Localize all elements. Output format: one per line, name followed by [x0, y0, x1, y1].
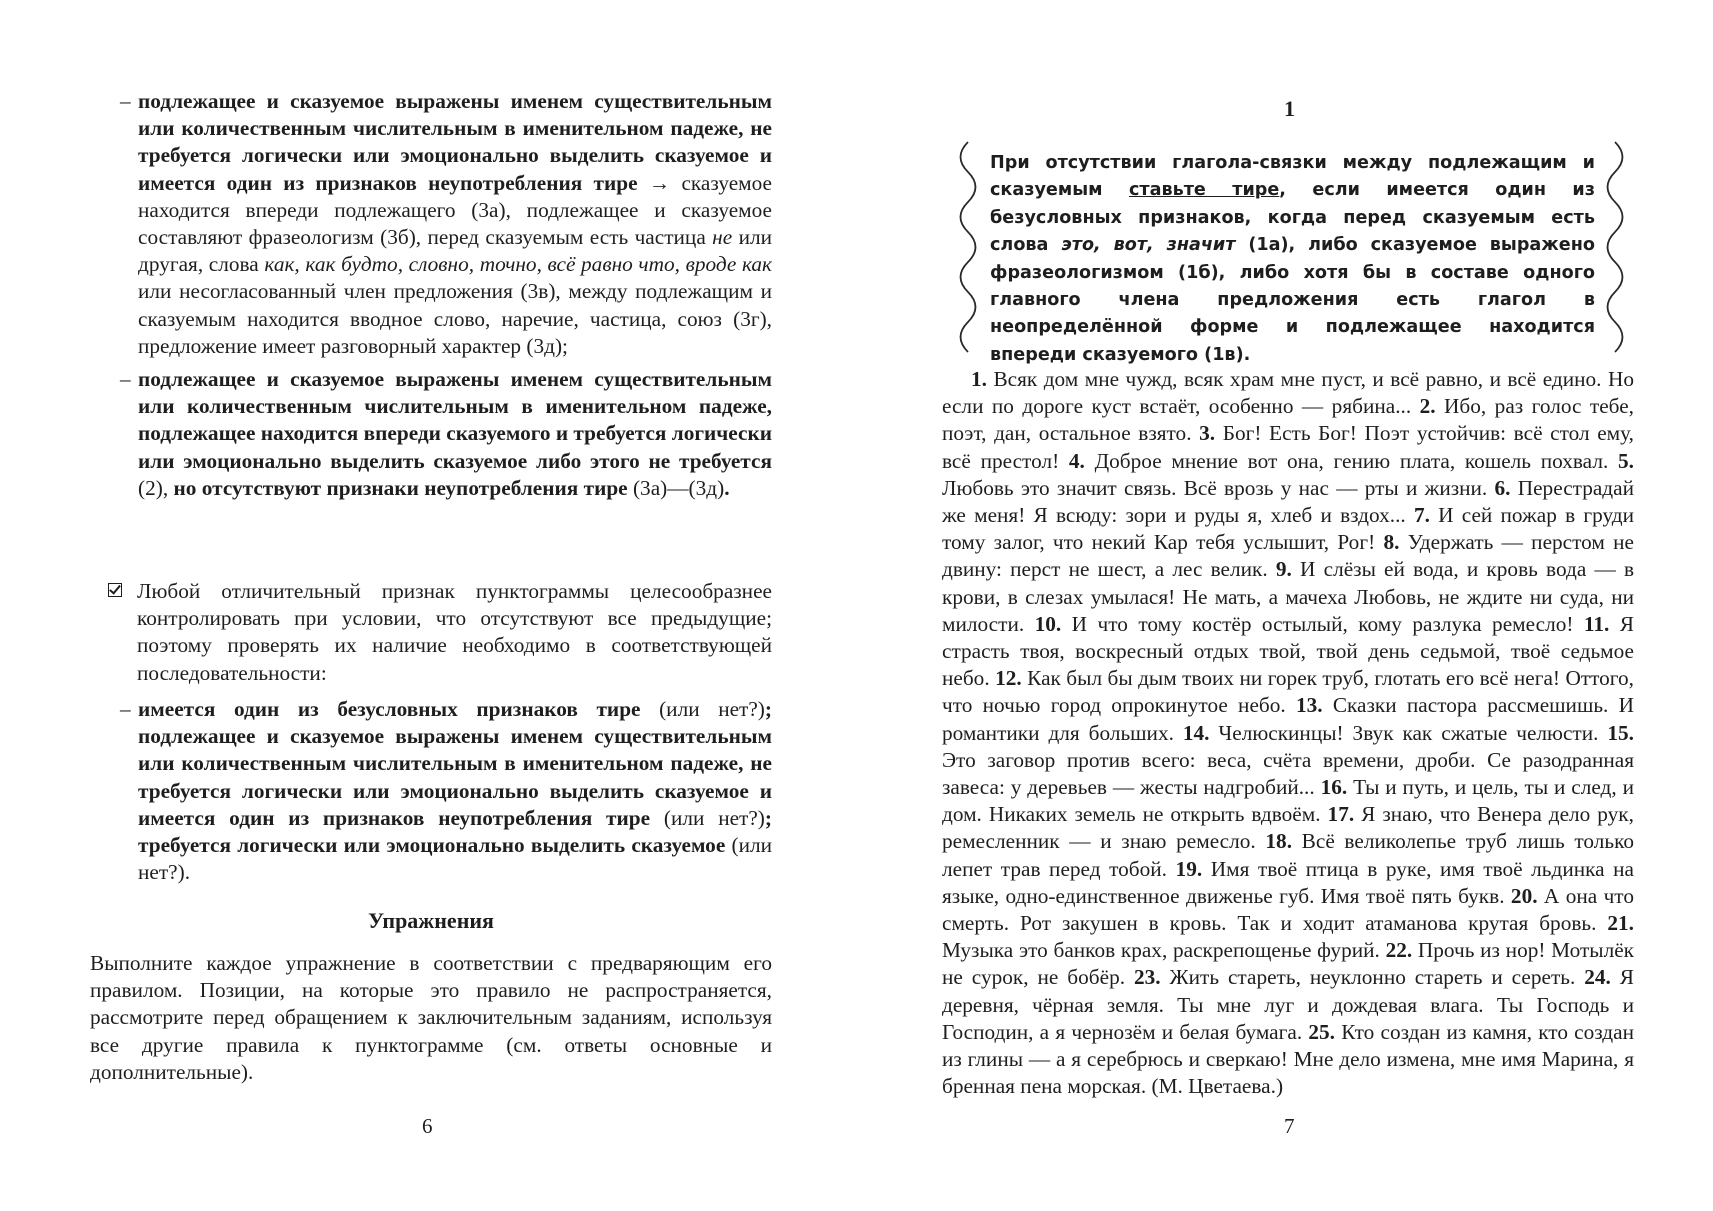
- sentence-number: 3.: [1199, 421, 1216, 446]
- sentence-number: 22.: [1385, 938, 1413, 963]
- criterion-item-3: – подлежащее и сказуемое выражены именем существительным или количественным числительным в именительном падеже, не требуется логически или эмоционально выделить сказуемое и имеется один из признаков неупотребления тире → сказуемое находится впереди подлежащего (3а), подлежащее и сказуемое составляют фразеологизм (3б), перед сказуемым есть частица не или другая, слова как, как будто, словно, точно, всё равно что, вроде как или несогласованный член предложения (3в), между подлежащим и сказуемым находится вводное слово, наречие, частица, союз (3г), предложение имеет разговорный характер (3д);: [120, 89, 773, 358]
- check-sequence-item: – имеется один из безусловных признаков тире (или нет?); подлежащее и сказуемое выражены именем существительным или количественным числительным в именительном падеже, не требуется логически или эмоционально выделить сказуемое и имеется один из признаков неупотребления тире (или нет?); требуется логически или эмоционально выделить сказуемое (или нет?).: [120, 697, 772, 885]
- sentence-number: 6.: [1494, 475, 1511, 500]
- exercise-text: [942, 366, 1634, 1100]
- sentence-number: 17.: [1327, 802, 1355, 827]
- criterion-item-2: – подлежащее и сказуемое выражены именем существительным или количественным числительным в именительном падеже, подлежащее находится впереди сказуемого и требуется логически или эмоционально выделить сказуемое либо этого не требуется (2), но отсутствуют признаки неупотребления тире (3а)—(3д).: [120, 367, 773, 500]
- sentence-text: Челюскинцы! Звук как сжатые челюсти.: [1209, 720, 1608, 745]
- rule-right-bracket: [1602, 140, 1628, 362]
- dash-marker: –: [120, 697, 131, 721]
- sentence-number: 2.: [1419, 394, 1436, 419]
- sentence-number: 4.: [1068, 448, 1085, 473]
- sentence-text: Я знаю, что Венера дело рук, ремесленник — и знаю ремесло.: [942, 802, 1634, 854]
- sentence-text: И что тому костёр остылый, кому разлука ремесло!: [1061, 611, 1584, 636]
- sentence-text: Как был бы дым твоих ни горек труб, глотать его всё нега! Оттого, что ночью город опрокинутое небо.: [942, 666, 1634, 718]
- sentence-text: Я деревня, чёрная земля. Ты мне луг и дождевая влага. Ты Господь и Господин, а я чернозём и белая бумага.: [942, 965, 1635, 1044]
- exercise-intro: Выполните каждое упражнение в соответствии с предваряющим его правилом. Позиции, на которые это правило не распространяется, рассмотрите перед обращением к заключительным заданиям, используя все другие правила к пунктограмме (см. ответы основные и дополнительные).: [90, 951, 772, 1084]
- rule-emphasis: ставьте тире: [1128, 180, 1280, 201]
- left-page: [0, 0, 856, 1211]
- sentence-text: Кто создан из камня, кто создан из глины — а я серебрюсь и сверкаю! Мне дело измена, мне имя Марина, я бренная пена морская. (М. Цветаева.): [942, 1019, 1634, 1099]
- sentence-number: 18.: [1265, 829, 1293, 854]
- punctuation-rule: При отсутствии глагола-связки между подлежащим и сказуемым ставьте тире, если имеется один из безусловных признаков, когда перед сказуемым есть слова это, вот, значит (1а), либо сказуемое выражено фразеологизмом (1б), либо хотя бы в составе одного главного члена предложения есть глагол в неопределённой форме и подлежащее находится впереди сказуемого (1в).: [990, 153, 1595, 365]
- sentence-number: 15.: [1607, 720, 1634, 745]
- sentence-number: 13.: [1295, 693, 1323, 718]
- page-number: 7: [1284, 1114, 1295, 1138]
- sentence-text: Всё великолепье труб лишь только лепет трав перед тобой.: [942, 829, 1635, 881]
- rule-left-bracket: [955, 140, 981, 362]
- sentence-text: И сей пожар в груди тому залог, что некий Кар тебя услышит, Рог!: [942, 503, 1634, 555]
- sentence-text: Сказки пастора рассмешишь. И романтики для больших.: [942, 693, 1634, 745]
- sentence-number: 21.: [1607, 911, 1634, 936]
- note-paragraph: Любой отличительный признак пунктограммы целесообразнее контролировать при условии, что отсутствуют все предыдущие; поэтому проверять их наличие необходимо в соответствующей последовательности:: [108, 578, 772, 687]
- sentence-text: Музыка это банков крах, раскрепощенье фурий.: [942, 938, 1386, 963]
- criterion-bold-text: подлежащее и сказуемое выражены именем существительным или количественным числительным в именительном падеже, не требуется логически или эмоционально выделить сказуемое и имеется один из признаков неупотребления тире: [138, 89, 772, 195]
- sentence-text: Жить стареть, неуклонно стареть и сереть.: [1160, 965, 1585, 990]
- sentence-number: 20.: [1510, 883, 1538, 908]
- sentence-text: Доброе мнение вот она, гению плата, кошель похвал.: [1084, 448, 1619, 473]
- sentence-number: 10.: [1034, 611, 1062, 636]
- sentence-text: Перестрадай же меня! Я всюду: зори и руды я, хлеб и вздох...: [942, 475, 1634, 528]
- sentence-text: Имя твоё птица в руке, имя твоё льдинка на языке, одно-единственное движенье губ. Имя твоё пять букв.: [942, 856, 1634, 908]
- dash-marker: –: [120, 367, 131, 391]
- criterion-bold-text: подлежащее и сказуемое выражены именем существительным или количественным числительным в именительном падеже, подлежащее находится впереди сказуемого и требуется логически или эмоционально выделить сказуемое либо этого не требуется: [138, 367, 773, 473]
- sentence-number: 8.: [1383, 530, 1400, 555]
- sentence-number: 12.: [995, 666, 1022, 691]
- sentence-text: Удержать — перстом не двину: перст не шест, а лес велик.: [942, 530, 1634, 582]
- sentence-number: 9.: [1275, 557, 1292, 582]
- checkbox-checked-icon: [108, 583, 122, 597]
- sentence-text: И слёзы ей вода, и кровь вода — в крови, в слезах умылася! Не мать, а мачеха Любовь, не ждите ни суда, ни милости.: [942, 557, 1635, 636]
- section-heading: Упражнения: [368, 908, 494, 933]
- page-number: 6: [422, 1114, 433, 1138]
- sentence-number: 16.: [1320, 775, 1348, 800]
- sentence-number: 7.: [1413, 503, 1430, 528]
- sentence-text: Ибо, раз голос тебе, поэт, дан, остальное взято.: [942, 394, 1635, 446]
- sentence-text: Прочь из нор! Мотылёк не сурок, не бобёр.: [942, 938, 1634, 990]
- sentence-text: Бог! Есть Бог! Поэт устойчив: всё стол ему, всё престол!: [942, 421, 1634, 473]
- sentence-number: 24.: [1584, 965, 1611, 990]
- sentence-text: А она что смерть. Рот закушен в кровь. Так и ходит атаманова крутая бровь.: [942, 883, 1634, 936]
- dash-marker: –: [120, 89, 131, 113]
- sentence-number: 25.: [1308, 1019, 1335, 1044]
- sentence-number: 11.: [1583, 611, 1610, 636]
- sentence-text: Всяк дом мне чужд, всяк храм мне пуст, и всё равно, и всё едино. Но если по дороге куст встаёт, особенно — рябина...: [942, 367, 1634, 419]
- sentence-number: 19.: [1175, 856, 1203, 881]
- sentence-text: Любовь это значит связь. Всё врозь у нас — рты и жизни.: [942, 475, 1495, 500]
- sentence-number: 14.: [1182, 720, 1210, 745]
- section-number: 1: [1284, 96, 1295, 121]
- sentence-number: 1.: [971, 367, 987, 391]
- sentence-text: Я страсть твоя, воскресный отдых твой, твой день седьмой, твоё седьмое небо.: [942, 611, 1634, 691]
- sentence-text: Ты и путь, и цель, ты и след, и дом. Никаких земель не открыть вдвоём.: [942, 775, 1634, 827]
- sentence-number: 23.: [1133, 965, 1161, 990]
- sentence-text: Это заговор против всего: веса, счёта времени, дроби. Се разодранная завеса: у деревьев — жесты надгробий...: [942, 747, 1634, 800]
- sentence-number: 5.: [1618, 448, 1634, 473]
